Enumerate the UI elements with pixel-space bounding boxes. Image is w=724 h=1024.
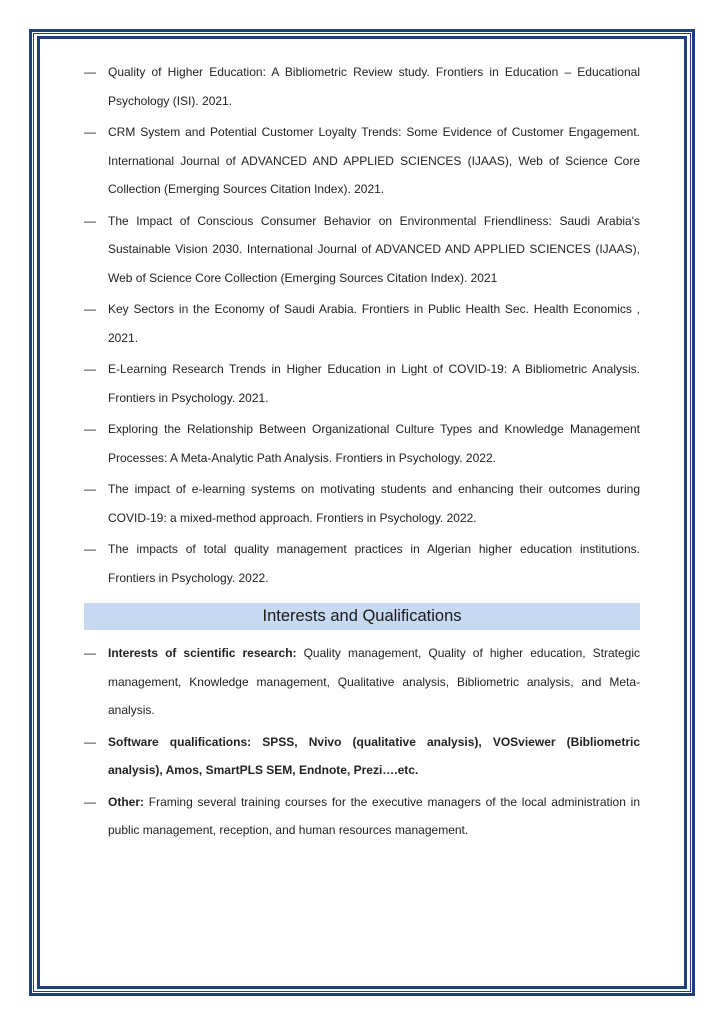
qualifications-list	[84, 639, 640, 845]
publication-item	[84, 207, 640, 293]
dash-bullet-icon: —	[84, 542, 96, 556]
publication-text: E-Learning Research Trends in Higher Education in Light of COVID-19: A Bibliometric Analysis. Frontiers in Psychology. 2021.	[108, 362, 640, 405]
interests-text: Quality management, Quality of higher education, Strategic management, Knowledge management, Qualitative analysis, Bibliometric analysis, and Meta-analysis.	[108, 646, 640, 717]
publication-item	[84, 118, 640, 204]
publication-item	[84, 295, 640, 352]
publication-item	[84, 475, 640, 532]
dash-bullet-icon: —	[84, 213, 96, 228]
dash-bullet-icon: —	[84, 482, 96, 496]
publication-text: Quality of Higher Education: A Bibliometric Review study. Frontiers in Education – Educational Psychology (ISI). 2021.	[108, 65, 640, 108]
publication-text: The impact of e-learning systems on motivating students and enhancing their outcomes during COVID-19: a mixed-method approach. Frontiers in Psychology. 2022.	[108, 482, 640, 525]
page-content	[84, 58, 640, 848]
other-text: Framing several training courses for the executive managers of the local administration in public management, reception, and human resources management.	[108, 794, 640, 837]
interests-item	[84, 639, 640, 725]
dash-bullet-icon: —	[84, 125, 96, 139]
section-title-interests-qualifications: Interests and Qualifications	[84, 603, 640, 630]
publication-text: The impacts of total quality management practices in Algerian higher education institutions. Frontiers in Psychology. 2022.	[108, 542, 640, 585]
dash-bullet-icon: —	[84, 734, 96, 749]
dash-bullet-icon: —	[84, 794, 96, 809]
dash-bullet-icon: —	[84, 646, 96, 660]
dash-bullet-icon: —	[84, 302, 96, 316]
publication-list	[84, 58, 640, 592]
software-item	[84, 728, 640, 785]
other-label: Other:	[108, 794, 144, 809]
other-item	[84, 788, 640, 845]
publication-text: Key Sectors in the Economy of Saudi Arabia. Frontiers in Public Health Sec. Health Economics , 2021.	[108, 302, 640, 345]
publication-item	[84, 355, 640, 412]
publication-item	[84, 535, 640, 592]
publication-text: The Impact of Conscious Consumer Behavior on Environmental Friendliness: Saudi Arabia's Sustainable Vision 2030. International Journal of ADVANCED AND APPLIED SCIENCES (IJAAS), Web of Science Core Collection (Emerging Sources Citation Index). 2021	[108, 213, 640, 285]
publication-text: CRM System and Potential Customer Loyalty Trends: Some Evidence of Customer Engagement. International Journal of ADVANCED AND APPLIED SCIENCES (IJAAS), Web of Science Core Collection (Emerging Sources Citation Index). 2021.	[108, 125, 640, 196]
publication-text: Exploring the Relationship Between Organizational Culture Types and Knowledge Management Processes: A Meta-Analytic Path Analysis. Frontiers in Psychology. 2022.	[108, 422, 640, 465]
dash-bullet-icon: —	[84, 65, 96, 79]
dash-bullet-icon: —	[84, 422, 96, 436]
interests-label: Interests of scientific research:	[108, 646, 297, 660]
publication-item	[84, 415, 640, 472]
publication-item	[84, 58, 640, 115]
software-text: Software qualifications: SPSS, Nvivo (qualitative analysis), VOSviewer (Bibliometric analysis), Amos, SmartPLS SEM, Endnote, Prezi….etc.	[108, 734, 640, 777]
dash-bullet-icon: —	[84, 362, 96, 376]
